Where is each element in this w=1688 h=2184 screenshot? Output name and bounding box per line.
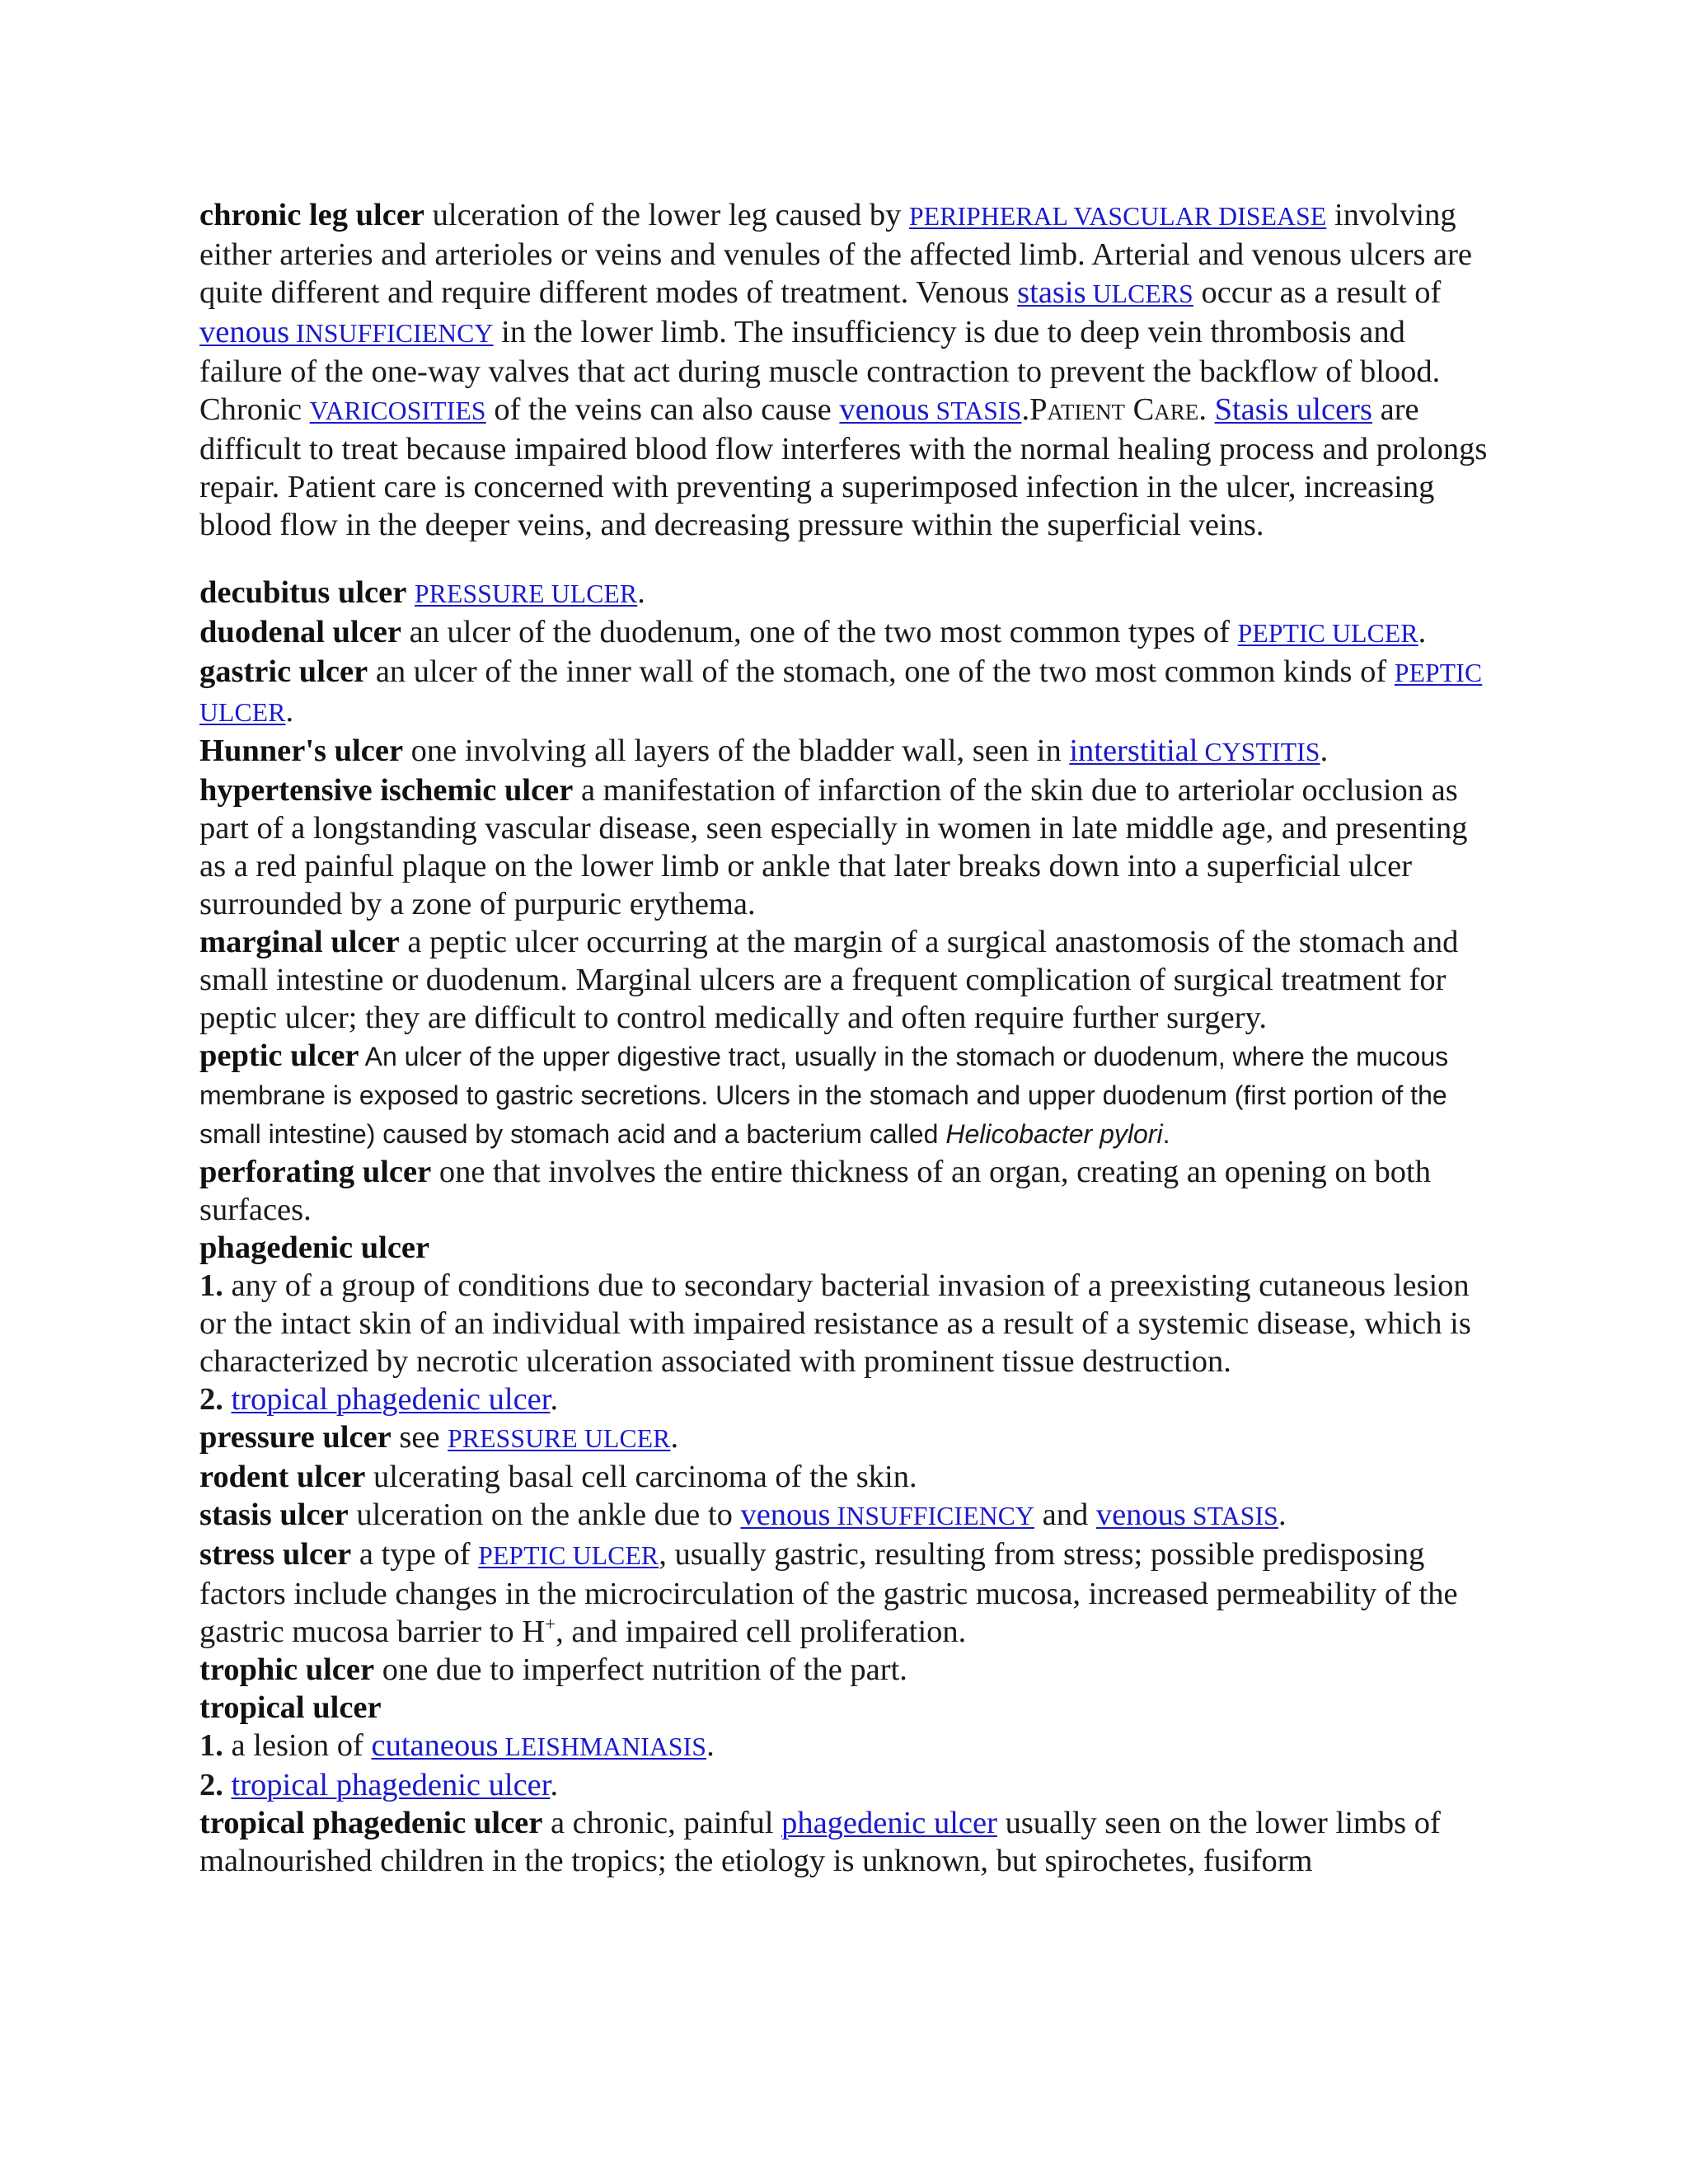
entry-peptic-ulcer: peptic ulcer An ulcer of the upper digestive tract, usually in the stomach or duodenum, where the mucous membrane is exposed to gastric secretions. Ulcers in the stomach and upper duodenum (first portion of the small intestine) caused by stomach acid and a bacterium called Helicobacter pylori. xyxy=(199,1038,1449,1149)
link-peripheral-vascular-disease[interactable]: PERIPHERAL VASCULAR DISEASE xyxy=(908,202,1327,231)
link-stasis-ulcers-2[interactable]: Stasis ulcers xyxy=(1214,392,1372,427)
entry-perforating-ulcer: perforating ulcer one that involves the entire thickness of an organ, creating an opening on both surfaces. xyxy=(199,1155,1431,1227)
link-pressure-ulcer[interactable]: PRESSURE ULCER xyxy=(414,579,638,608)
entry-trophic-ulcer: trophic ulcer one due to imperfect nutrition of the part. xyxy=(199,1652,907,1687)
entry-term: chronic leg ulcer xyxy=(199,198,424,232)
link-cutaneous-leishmaniasis[interactable]: cutaneous LEISHMANIASIS xyxy=(371,1728,707,1763)
patient-care-heading: Patient Care xyxy=(1029,392,1199,427)
link-pressure-ulcer-2[interactable]: PRESSURE ULCER xyxy=(448,1424,671,1453)
entry-decubitus-ulcer: decubitus ulcer PRESSURE ULCER. xyxy=(199,575,645,610)
entry-marginal-ulcer: marginal ulcer a peptic ulcer occurring at the margin of a surgical anastomosis of the stomach and small intestine or duodenum. Marginal ulcers are a frequent complication of surgical treatment for peptic ulcer; they are difficult to control medically and often require further surgery. xyxy=(199,925,1459,1035)
tropical-def-1: 1. a lesion of cutaneous LEISHMANIASIS. xyxy=(199,1728,715,1763)
entry-tropical-phagedenic-ulcer: tropical phagedenic ulcer a chronic, painful phagedenic ulcer usually seen on the lower limbs of malnourished children in the tropics; the etiology is unknown, but spirochetes, fusiform xyxy=(199,1806,1441,1878)
link-tropical-phagedenic-ulcer[interactable]: tropical phagedenic ulcer xyxy=(231,1382,551,1417)
link-venous-insufficiency-2[interactable]: venous INSUFFICIENCY xyxy=(740,1497,1034,1532)
link-varicosities[interactable]: VARICOSITIES xyxy=(309,396,486,425)
entry-rodent-ulcer: rodent ulcer ulcerating basal cell carcinoma of the skin. xyxy=(199,1460,917,1494)
phagedenic-def-1: 1. any of a group of conditions due to secondary bacterial invasion of a preexisting cutaneous lesion or the intact skin of an individual with impaired resistance as a result of a systemic disease, which is characterized by necrotic ulceration associated with prominent tissue destruction. xyxy=(199,1268,1471,1379)
tropical-def-2: 2. tropical phagedenic ulcer. xyxy=(199,1768,559,1802)
entry-hypertensive-ischemic-ulcer: hypertensive ischemic ulcer a manifestation of infarction of the skin due to arteriolar occlusion as part of a longstanding vascular disease, seen especially in women in late middle age, and presenting as a red painful plaque on the lower limb or ankle that later breaks down into a superficial ulcer surrounded by a zone of purpuric erythema. xyxy=(199,773,1468,921)
entry-phagedenic-ulcer: phagedenic ulcer xyxy=(199,1230,430,1265)
entry-stasis-ulcer: stasis ulcer ulceration on the ankle due to venous INSUFFICIENCY and venous STASIS. xyxy=(199,1497,1287,1532)
link-peptic-ulcer[interactable]: PEPTIC ULCER xyxy=(1237,619,1418,648)
entry-hunners-ulcer: Hunner's ulcer one involving all layers of the bladder wall, seen in interstitial CYSTITIS. xyxy=(199,733,1329,768)
entry-stress-ulcer: stress ulcer a type of PEPTIC ULCER, usually gastric, resulting from stress; possible predisposing factors include changes in the microcirculation of the gastric mucosa, increased permeability of the gastric mucosa barrier to H+, and impaired cell proliferation. xyxy=(199,1537,1458,1649)
entry-chronic-leg-ulcer: chronic leg ulcer ulceration of the lower leg caused by PERIPHERAL VASCULAR DISEASE involving either arteries and arterioles or veins and venules of the affected limb. Arterial and venous ulcers are quite different and require different modes of treatment. Venous stasis ULCERS occur as a result of venous INSUFFICIENCY in the lower limb. The insufficiency is due to deep vein thrombosis and failure of the one-way valves that act during muscle contraction to prevent the backflow of blood. Chronic VARICOSITIES of the veins can also cause venous STASIS.Patient Care. Stasis ulcers are difficult to treat because impaired blood flow interferes with the normal healing process and prolongs repair. Patient care is concerned with preventing a superimposed infection in the ulcer, increasing blood flow in the deeper veins, and decreasing pressure within the superficial veins. xyxy=(199,198,1488,542)
link-stasis-ulcers[interactable]: stasis ULCERS xyxy=(1017,275,1193,310)
entry-duodenal-ulcer: duodenal ulcer an ulcer of the duodenum, one of the two most common types of PEPTIC ULCER. xyxy=(199,615,1427,649)
link-peptic-ulcer-3[interactable]: PEPTIC ULCER xyxy=(478,1541,659,1570)
phagedenic-def-2: 2. tropical phagedenic ulcer. xyxy=(199,1382,559,1417)
link-phagedenic-ulcer[interactable]: phagedenic ulcer xyxy=(781,1806,997,1840)
entry-tropical-ulcer: tropical ulcer xyxy=(199,1690,382,1725)
link-venous-insufficiency[interactable]: venous INSUFFICIENCY xyxy=(199,315,494,349)
link-venous-stasis[interactable]: venous STASIS xyxy=(839,392,1022,427)
link-interstitial-cystitis[interactable]: interstitial CYSTITIS xyxy=(1069,733,1320,768)
link-tropical-phagedenic-ulcer-2[interactable]: tropical phagedenic ulcer xyxy=(231,1768,551,1802)
entry-gastric-ulcer: gastric ulcer an ulcer of the inner wall of the stomach, one of the two most common kinds of PEPTIC ULCER. xyxy=(199,654,1483,729)
entry-pressure-ulcer: pressure ulcer see PRESSURE ULCER. xyxy=(199,1420,679,1455)
paragraph-gap xyxy=(199,544,1493,574)
link-venous-stasis-2[interactable]: venous STASIS xyxy=(1095,1497,1278,1532)
link-peptic-ulcer-2[interactable]: PEPTIC ULCER xyxy=(199,658,1483,727)
document-page xyxy=(199,196,1493,1880)
